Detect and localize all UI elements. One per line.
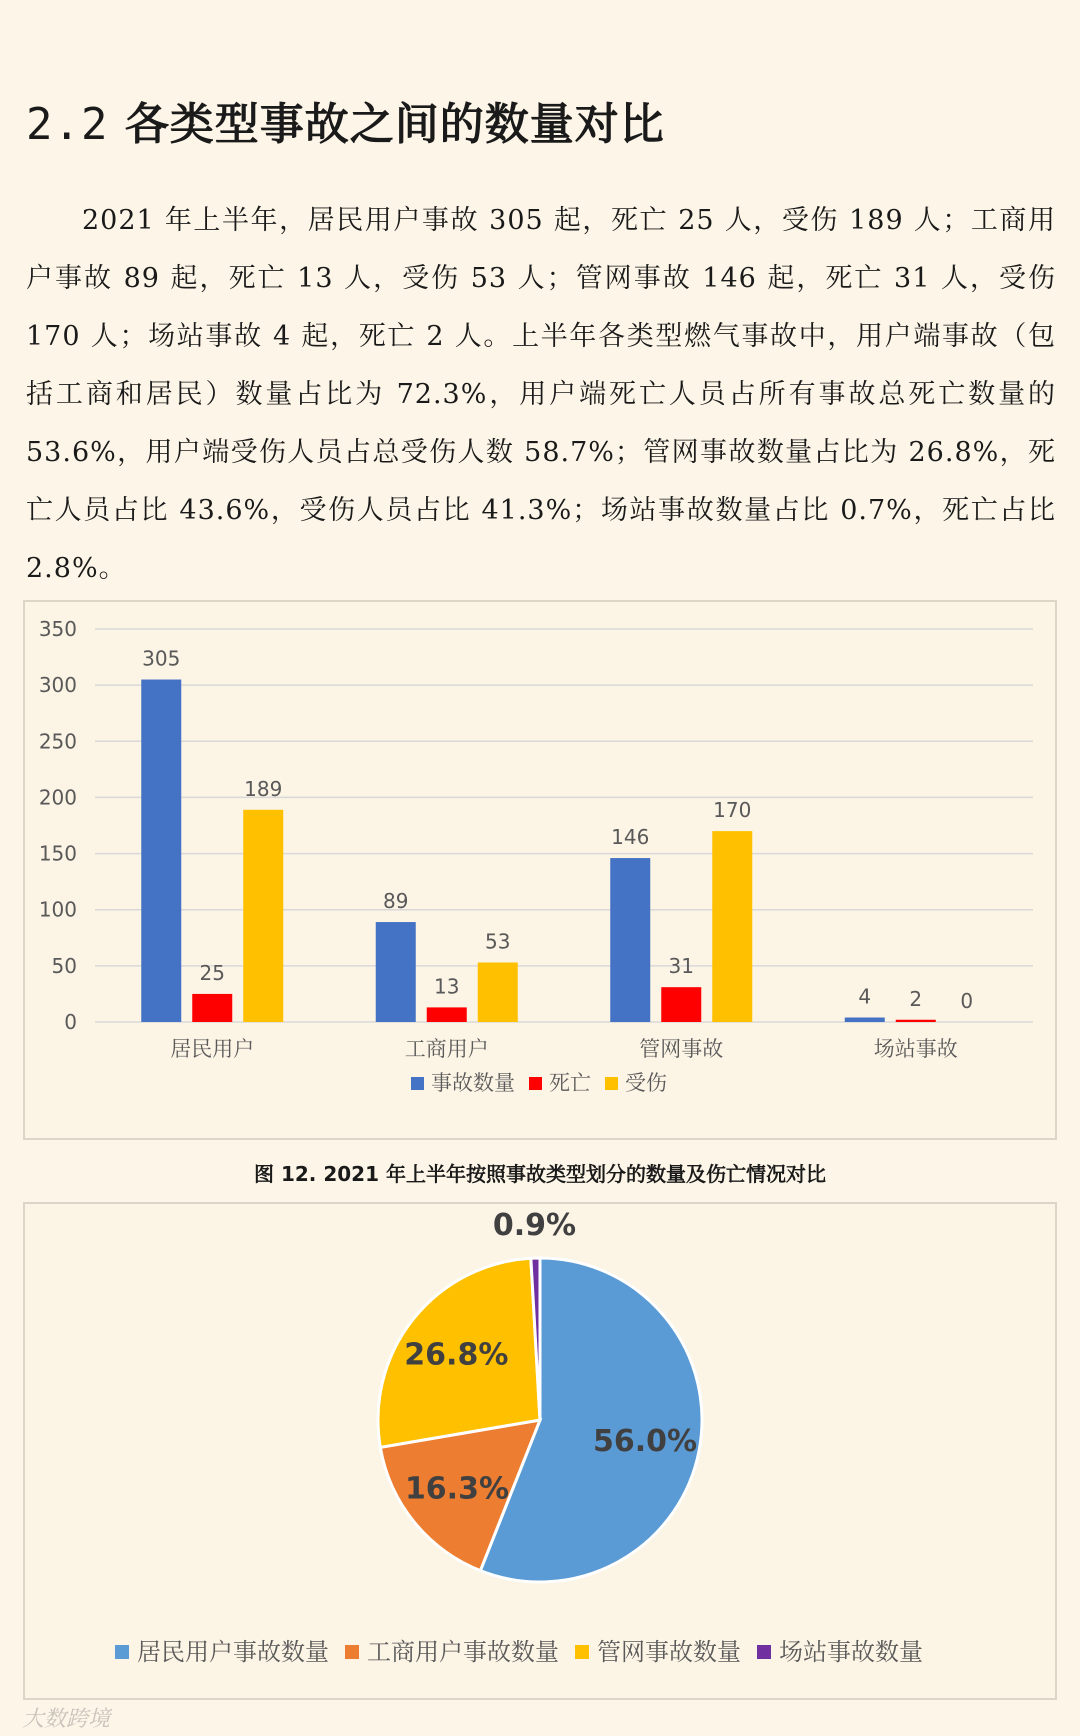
legend-swatch [575,1645,589,1659]
pie-value-label: 56.0% [592,1424,698,1460]
bar [192,994,232,1022]
legend-swatch [345,1645,359,1659]
data-label: 25 [199,960,225,985]
legend-label: 居民用户事故数量 [137,1638,329,1666]
legend-label: 工商用户事故数量 [367,1638,559,1666]
data-label: 13 [434,974,460,999]
pie-chart [25,1204,1055,1698]
y-tick-label: 0 [64,1010,77,1034]
data-label: 0 [960,989,974,1013]
legend-label: 事故数量 [431,1071,515,1095]
pie-value-label: 26.8% [404,1337,509,1373]
x-category-label: 居民用户 [170,1037,255,1061]
pie-value-label: 16.3% [404,1471,510,1507]
data-label: 2 [909,986,923,1011]
legend-swatch [757,1645,771,1659]
data-label: 146 [611,825,650,850]
y-tick-label: 150 [38,841,77,866]
section-number: 2.2 [26,99,109,150]
pie-value-label: 0.9% [492,1208,577,1244]
y-tick-label: 100 [38,897,77,922]
section-heading [26,88,665,152]
bar [661,987,701,1022]
bar [427,1007,467,1022]
x-category-label: 工商用户 [404,1037,489,1061]
bar [610,858,650,1022]
watermark: 大数跨境 [22,1707,111,1732]
y-tick-label: 50 [51,953,77,978]
data-label: 53 [485,929,511,954]
figure-caption: 图 12. 2021 年上半年按照事故类型划分的数量及伤亡情况对比 [254,1162,826,1186]
data-label: 89 [383,889,409,914]
bar [376,922,416,1022]
y-tick-label: 200 [38,785,77,810]
body-paragraph: 2021 年上半年，居民用户事故 305 起，死亡 25 人，受伤 189 人；工商用户事故 89 起，死亡 13 人，受伤 53 人；管网事故 146 起，死亡 31 人，受伤 170 人；场站事故 4 起，死亡 2 人。上半年各类型燃气事故中，用户端事故（包括工商和居民）数量占比为 72.3%，用户端死亡人员占所有事故总死亡数量的 53.6%，用户端受伤人员占总受伤人数 58.7%；管网事故数量占比为 26.8%，死亡人员占比 43.6%，受伤人员占比 41.3%；场站事故数量占比 0.7%，死亡占比 2.8%。 [26,205,1056,584]
pie-chart-panel [23,1202,1057,1700]
legend-swatch [411,1077,424,1090]
legend-label: 场站事故数量 [779,1638,923,1666]
data-label: 4 [858,984,872,1009]
data-label: 170 [713,798,752,823]
data-label: 305 [142,646,181,671]
y-tick-label: 350 [38,617,77,641]
legend-label: 管网事故数量 [597,1638,741,1666]
section-title: 各类型事故之间的数量对比 [124,99,665,150]
bar [896,1020,936,1022]
bar-chart-panel [23,600,1057,1140]
legend-swatch [529,1077,542,1090]
bar-chart [25,602,1055,1138]
bar [141,680,181,1022]
bar [845,1018,885,1022]
legend-swatch [115,1645,129,1659]
legend-label: 受伤 [625,1071,667,1095]
data-label: 189 [244,776,283,801]
y-tick-label: 300 [38,673,77,698]
legend-swatch [605,1077,618,1090]
x-category-label: 场站事故 [873,1037,958,1061]
y-tick-label: 250 [38,729,77,754]
bar [478,962,518,1022]
bar [712,831,752,1022]
bar [243,810,283,1022]
data-label: 31 [668,954,694,979]
legend-label: 死亡 [549,1071,591,1095]
x-category-label: 管网事故 [639,1037,724,1061]
